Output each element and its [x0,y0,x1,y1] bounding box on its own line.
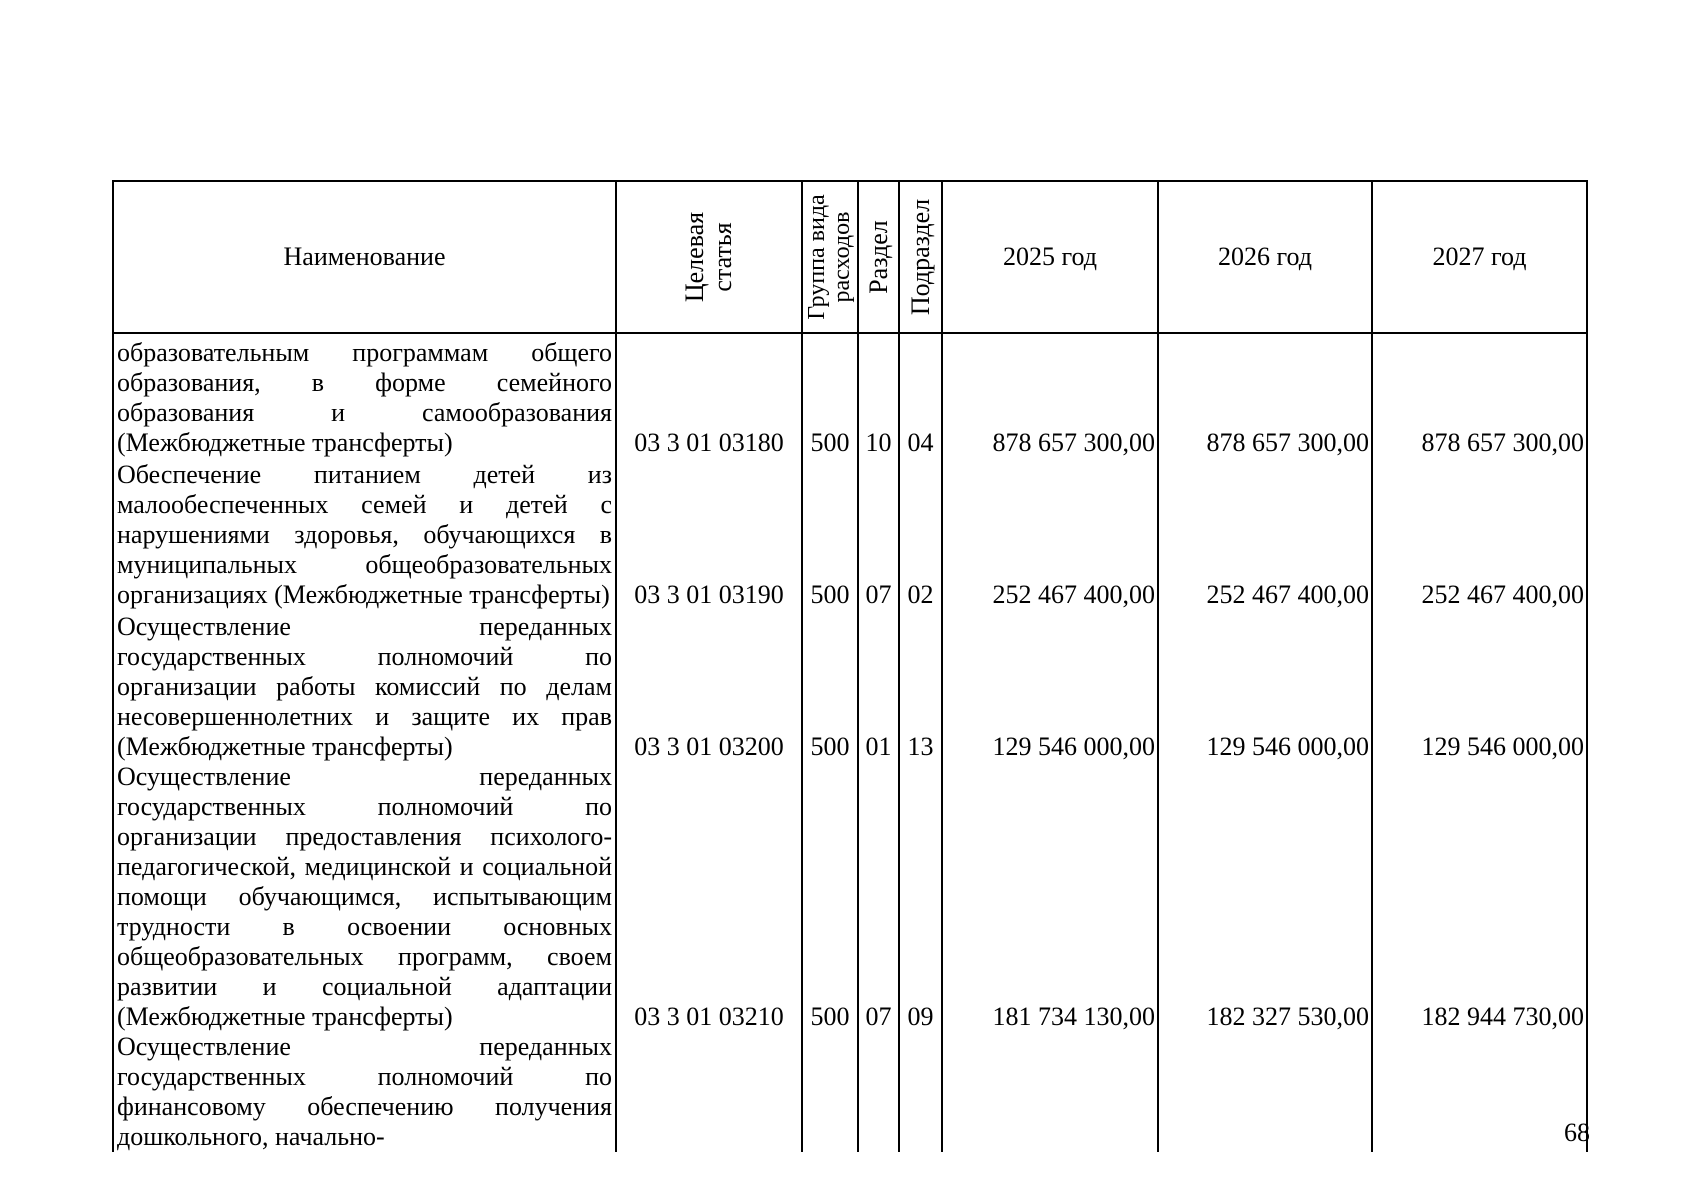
table-row [113,333,1587,458]
table-row [113,610,1587,762]
row-amount-2026: 182 327 530,00 [1158,762,1372,1032]
header-section: Раздел [858,181,899,333]
row-subsection: 09 [899,762,942,1032]
row-subsection: 04 [899,333,942,458]
header-expense-group: Группа вида расходов [802,181,858,333]
header-year-2026: 2026 год [1158,181,1372,333]
budget-table [112,180,1588,1152]
row-amount-2026: 252 467 400,00 [1158,458,1372,610]
row-amount-2027: 252 467 400,00 [1372,458,1587,610]
row-amount-2025: 252 467 400,00 [942,458,1158,610]
row-section: 07 [858,458,899,610]
table-row [113,762,1587,1032]
row-name: Осуществление переданных государственных полномочий по финансовому обеспечению получения дошкольного, начально- [113,1032,616,1152]
row-target-code: 03 3 01 03180 [616,333,802,458]
row-name: образовательным программам общего образования, в форме семейного образования и самообразования (Межбюджетные трансферты) [113,333,616,458]
row-amount-2027: 878 657 300,00 [1372,333,1587,458]
row-amount-2025: 129 546 000,00 [942,610,1158,762]
row-amount-2027: 182 944 730,00 [1372,762,1587,1032]
row-group: 500 [802,333,858,458]
row-amount-2025: 181 734 130,00 [942,762,1158,1032]
row-section: 10 [858,333,899,458]
row-section: 01 [858,610,899,762]
row-target-code: 03 3 01 03190 [616,458,802,610]
row-amount-2027: 129 546 000,00 [1372,610,1587,762]
page-number: 68 [1564,1118,1590,1147]
row-name: Осуществление переданных государственных полномочий по организации работы комиссий по делам несовершеннолетних и защите их прав (Межбюджетные трансферты) [113,610,616,762]
row-target-code: 03 3 01 03210 [616,762,802,1032]
row-amount-2025: 878 657 300,00 [942,333,1158,458]
row-subsection [899,1032,942,1152]
row-section: 07 [858,762,899,1032]
row-target-code [616,1032,802,1152]
row-name: Обеспечение питанием детей из малообеспеченных семей и детей с нарушениями здоровья, обучающихся в муниципальных общеобразовательных организациях (Межбюджетные трансферты) [113,458,616,610]
header-target-article: Целевая статья [616,181,802,333]
header-year-2027: 2027 год [1372,181,1587,333]
header-name: Наименование [113,181,616,333]
row-group [802,1032,858,1152]
row-amount-2026: 878 657 300,00 [1158,333,1372,458]
table-row [113,1032,1587,1152]
table-row [113,458,1587,610]
row-group: 500 [802,610,858,762]
header-subsection: Подраздел [899,181,942,333]
row-amount-2026: 129 546 000,00 [1158,610,1372,762]
row-group: 500 [802,458,858,610]
header-year-2025: 2025 год [942,181,1158,333]
row-group: 500 [802,762,858,1032]
table-header-row [113,181,1587,333]
row-target-code: 03 3 01 03200 [616,610,802,762]
row-amount-2025 [942,1032,1158,1152]
row-subsection: 02 [899,458,942,610]
row-subsection: 13 [899,610,942,762]
row-section [858,1032,899,1152]
row-name: Осуществление переданных государственных полномочий по организации предоставления психолого-педагогической, медицинской и социальной помощи обучающимся, испытывающим трудности в освоении основных общеобразовательных программ, своем развитии и социальной адаптации (Межбюджетные трансферты) [113,762,616,1032]
row-amount-2026 [1158,1032,1372,1152]
